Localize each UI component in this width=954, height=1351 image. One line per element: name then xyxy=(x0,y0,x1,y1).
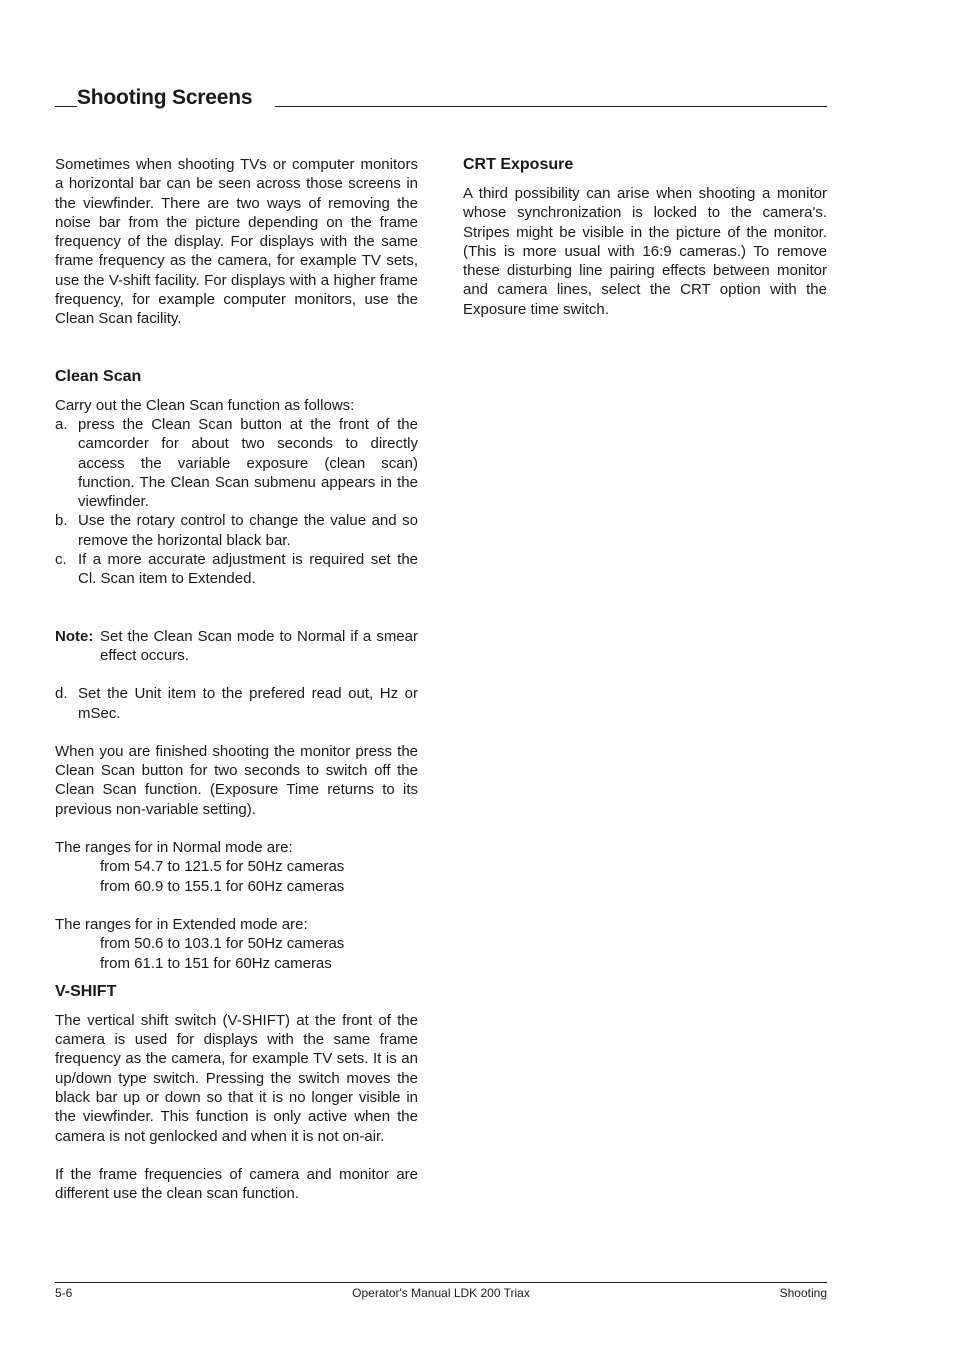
list-item xyxy=(55,550,418,589)
crt-exposure-heading: CRT Exposure xyxy=(463,156,574,173)
range-line: from 61.1 to 151 for 60Hz cameras xyxy=(100,954,332,972)
page-title: Shooting Screens xyxy=(77,86,253,109)
note-text: Set the Clean Scan mode to Normal if a smear effect occurs. xyxy=(100,627,418,664)
page-title-row xyxy=(55,86,827,110)
right-column xyxy=(463,155,827,319)
extended-ranges-lead: The ranges for in Extended mode are: xyxy=(55,915,308,933)
list-marker: b. xyxy=(55,512,68,530)
list-marker: a. xyxy=(55,415,68,433)
list-text: If a more accurate adjustment is required set the Cl. Scan item to Extended. xyxy=(78,551,418,588)
vshift-paragraph-2: If the frame frequencies of camera and monitor are different use the clean scan function. xyxy=(55,1165,418,1203)
vshift-heading: V-SHIFT xyxy=(55,982,117,1000)
section-name: Shooting xyxy=(779,1286,827,1300)
finish-paragraph: When you are finished shooting the monitor press the Clean Scan button for two seconds to switch off the Clean Scan function. (Exposure Time returns to its previous non-variable setting). xyxy=(55,742,418,818)
list-text: Use the rotary control to change the value and so remove the horizontal black bar. xyxy=(78,512,418,549)
page-number: 5-6 xyxy=(55,1286,73,1300)
vshift-paragraph: The vertical shift switch (V-SHIFT) at the front of the camera is used for displays with the same frame frequency as the camera, for example TV sets. It is an up/down type switch. Pressing the switch moves the black bar up or down so that it is no longer visible in the viewfinder. This function is only active when the camera is not genlocked and when it is not on-air. xyxy=(55,1011,418,1145)
range-line: from 50.6 to 103.1 for 50Hz cameras xyxy=(100,935,345,953)
left-column xyxy=(55,155,418,1203)
normal-ranges-lead: The ranges for in Normal mode are: xyxy=(55,839,293,857)
list-item xyxy=(55,415,418,511)
list-item xyxy=(55,684,418,723)
footer-rule xyxy=(55,1282,827,1283)
manual-title: Operator's Manual LDK 200 Triax xyxy=(352,1286,530,1300)
title-rule xyxy=(275,106,827,107)
note xyxy=(55,627,418,666)
list-text: Set the Unit item to the prefered read out, Hz or mSec. xyxy=(78,685,418,722)
note-label: Note: xyxy=(55,627,94,645)
list-item xyxy=(55,511,418,550)
crt-exposure-paragraph: A third possibility can arise when shooting a monitor whose synchronization is locked to the camera's. Stripes might be visible in the picture of the monitor. (This is more usual with 16:9 cameras.) To remove these disturbing line pairing effects between monitor and camera lines, select the CRT option with the Exposure time switch. xyxy=(463,185,827,318)
list-marker: c. xyxy=(55,551,67,569)
list-text: press the Clean Scan button at the front of the camcorder for about two seconds to directly access the variable exposure (clean scan) function. The Clean Scan submenu appears in the viewfinder. xyxy=(78,415,418,511)
clean-scan-heading: Clean Scan xyxy=(55,367,142,385)
clean-scan-lead: Carry out the Clean Scan function as follows: xyxy=(55,396,355,414)
list-marker: d. xyxy=(55,685,68,703)
range-line: from 60.9 to 155.1 for 60Hz cameras xyxy=(100,877,345,895)
range-line: from 54.7 to 121.5 for 50Hz cameras xyxy=(100,858,345,876)
intro-paragraph: Sometimes when shooting TVs or computer monitors a horizontal bar can be seen across those screens in the viewfinder. There are two ways of removing the noise bar from the picture depending on the frame frequency of the display. For displays with the same frame frequency as the camera, for example TV sets, use the V-shift facility. For displays with a higher frame frequency, for example computer monitors, use the Clean Scan facility. xyxy=(55,156,418,328)
title-lead-rule xyxy=(55,106,77,107)
